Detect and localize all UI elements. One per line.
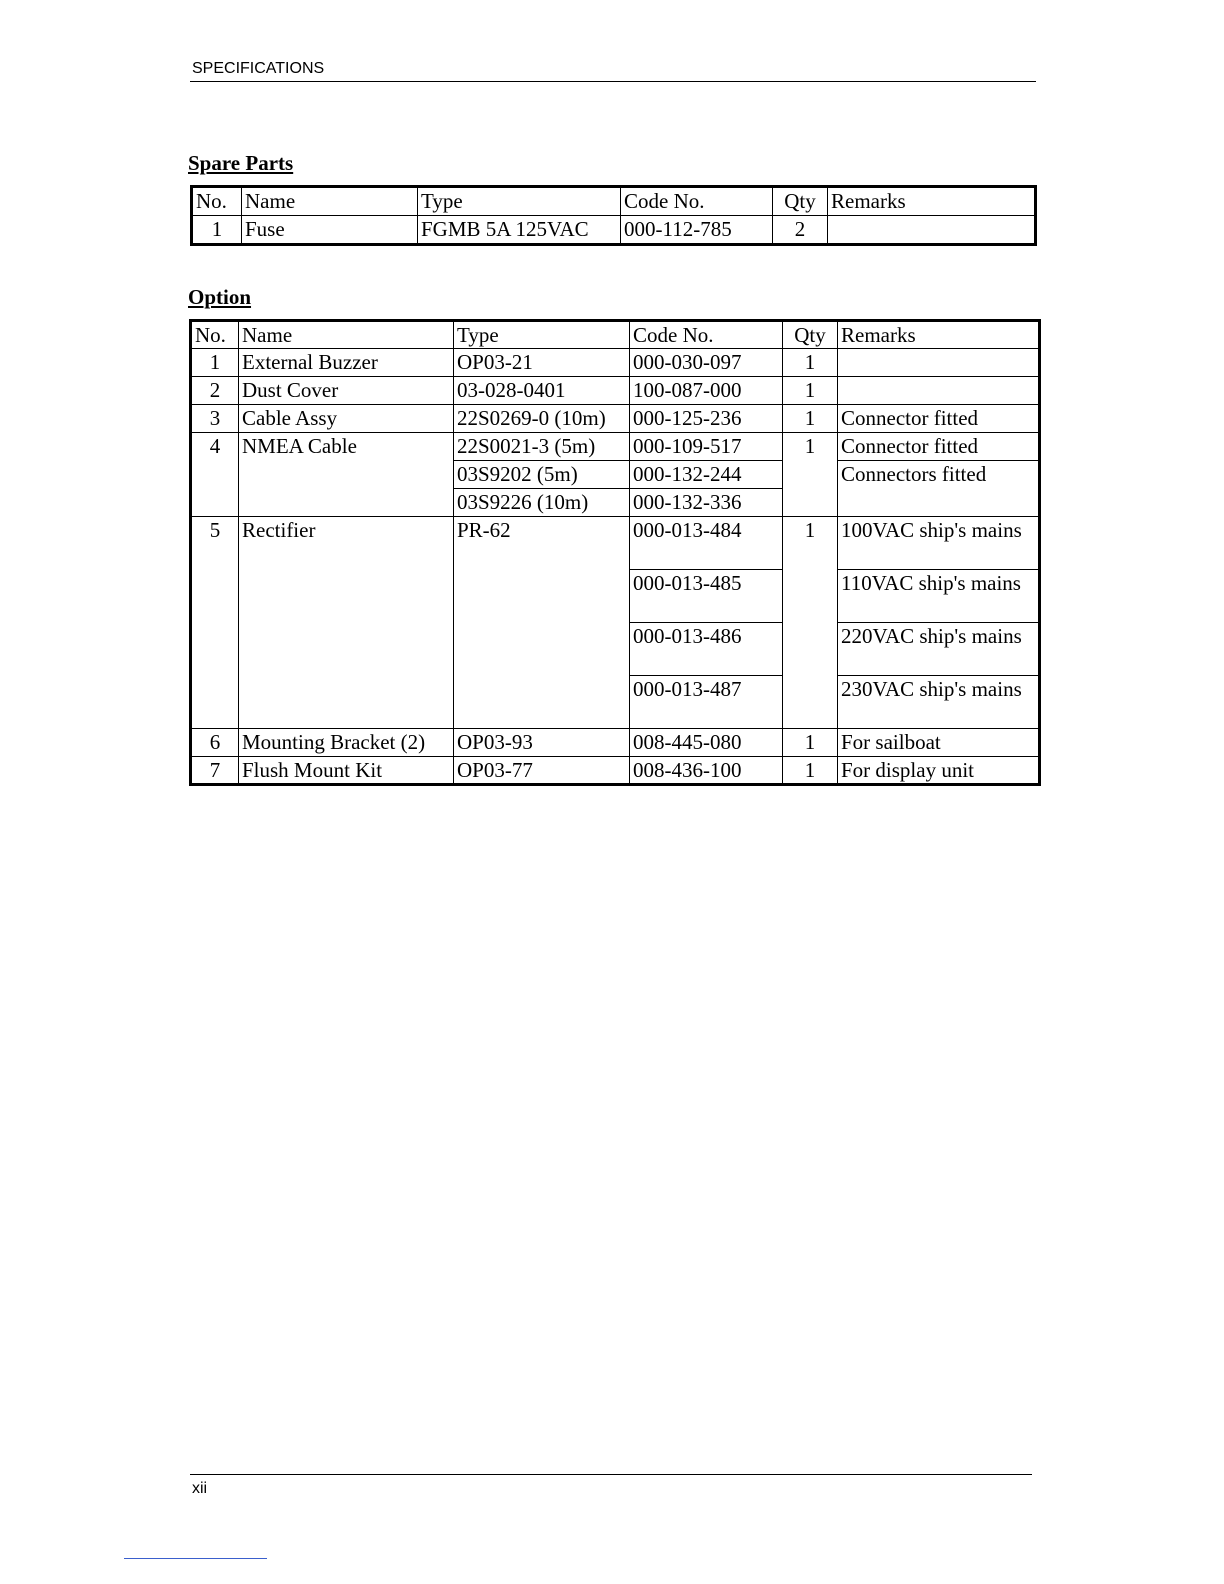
column-header: No.	[192, 187, 242, 216]
spare-parts-table	[190, 185, 1037, 246]
cell-qty: 1	[783, 757, 838, 785]
table-row	[191, 729, 1040, 757]
column-header: Qty	[773, 187, 828, 216]
cell-name: Fuse	[242, 216, 418, 245]
cell-qty: 1	[783, 517, 838, 729]
cell-code: 000-013-487	[630, 676, 783, 729]
footnote-divider	[124, 1558, 267, 1559]
cell-code: 100-087-000	[630, 377, 783, 405]
cell-code: 000-132-244	[630, 461, 783, 489]
cell-remarks: Connector fitted	[838, 433, 1040, 461]
cell-code: 000-112-785	[621, 216, 773, 245]
column-header: Type	[454, 321, 630, 349]
table-row	[191, 377, 1040, 405]
cell-name: External Buzzer	[239, 349, 454, 377]
table-row	[191, 349, 1040, 377]
cell-qty: 1	[783, 377, 838, 405]
table-header-row	[192, 187, 1036, 216]
table-row	[192, 216, 1036, 245]
cell-remarks: 220VAC ship's mains	[838, 623, 1040, 676]
cell-type: 03S9226 (10m)	[454, 489, 630, 517]
cell-no: 6	[191, 729, 239, 757]
cell-remarks: 100VAC ship's mains	[838, 517, 1040, 570]
column-header: Qty	[783, 321, 838, 349]
table-row	[191, 405, 1040, 433]
cell-name: Dust Cover	[239, 377, 454, 405]
table-header-row	[191, 321, 1040, 349]
column-header: Type	[418, 187, 621, 216]
table-row	[191, 517, 1040, 570]
cell-remarks: 230VAC ship's mains	[838, 676, 1040, 729]
cell-remarks	[838, 349, 1040, 377]
column-header: Name	[239, 321, 454, 349]
column-header: Code No.	[621, 187, 773, 216]
cell-code: 000-132-336	[630, 489, 783, 517]
cell-remarks: Connectors fitted	[838, 461, 1040, 517]
cell-remarks: Connector fitted	[838, 405, 1040, 433]
cell-no: 5	[191, 517, 239, 729]
cell-code: 000-109-517	[630, 433, 783, 461]
cell-type: OP03-21	[454, 349, 630, 377]
column-header: Remarks	[828, 187, 1036, 216]
cell-remarks	[838, 377, 1040, 405]
cell-qty: 1	[783, 349, 838, 377]
cell-code: 000-030-097	[630, 349, 783, 377]
table-row	[191, 433, 1040, 461]
option-table	[189, 319, 1041, 786]
cell-no: 7	[191, 757, 239, 785]
cell-name: Cable Assy	[239, 405, 454, 433]
page-number: xii	[192, 1480, 208, 1497]
cell-no: 2	[191, 377, 239, 405]
cell-remarks: For display unit	[838, 757, 1040, 785]
cell-type: 22S0269-0 (10m)	[454, 405, 630, 433]
page-header: SPECIFICATIONS	[192, 60, 325, 77]
column-header: No.	[191, 321, 239, 349]
header-rule	[190, 81, 1036, 82]
cell-code: 008-445-080	[630, 729, 783, 757]
cell-remarks: For sailboat	[838, 729, 1040, 757]
column-header: Name	[242, 187, 418, 216]
cell-code: 000-125-236	[630, 405, 783, 433]
cell-code: 000-013-485	[630, 570, 783, 623]
cell-type: OP03-77	[454, 757, 630, 785]
cell-name: Rectifier	[239, 517, 454, 729]
cell-qty: 1	[783, 433, 838, 517]
column-header: Remarks	[838, 321, 1040, 349]
cell-no: 1	[192, 216, 242, 245]
table-row	[191, 757, 1040, 785]
cell-remarks	[828, 216, 1036, 245]
cell-type: PR-62	[454, 517, 630, 729]
cell-type: OP03-93	[454, 729, 630, 757]
option-title: Option	[188, 285, 252, 309]
cell-remarks: 110VAC ship's mains	[838, 570, 1040, 623]
cell-name: NMEA Cable	[239, 433, 454, 517]
cell-code: 000-013-486	[630, 623, 783, 676]
cell-qty: 2	[773, 216, 828, 245]
cell-code: 008-436-100	[630, 757, 783, 785]
spare-parts-title: Spare Parts	[188, 151, 294, 175]
cell-no: 4	[191, 433, 239, 517]
cell-type: 03S9202 (5m)	[454, 461, 630, 489]
footer-rule	[190, 1474, 1032, 1475]
column-header: Code No.	[630, 321, 783, 349]
cell-type: FGMB 5A 125VAC	[418, 216, 621, 245]
cell-qty: 1	[783, 729, 838, 757]
cell-no: 3	[191, 405, 239, 433]
cell-name: Mounting Bracket (2)	[239, 729, 454, 757]
cell-code: 000-013-484	[630, 517, 783, 570]
cell-type: 22S0021-3 (5m)	[454, 433, 630, 461]
cell-no: 1	[191, 349, 239, 377]
cell-type: 03-028-0401	[454, 377, 630, 405]
cell-name: Flush Mount Kit	[239, 757, 454, 785]
cell-qty: 1	[783, 405, 838, 433]
